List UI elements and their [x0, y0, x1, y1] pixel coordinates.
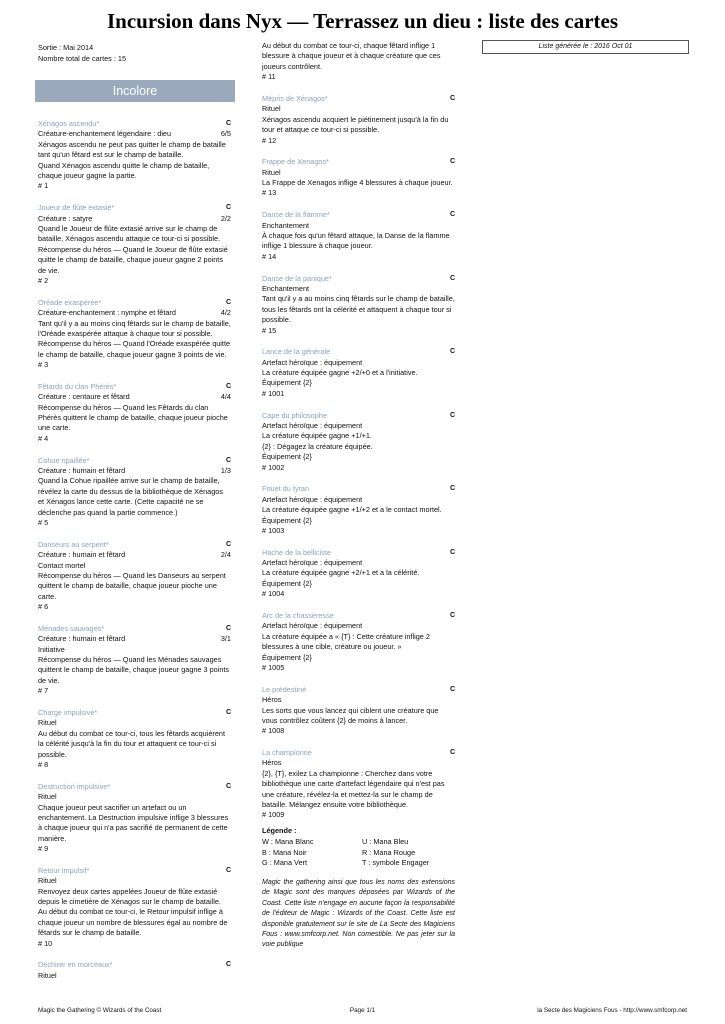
- card-number: # 12: [262, 135, 277, 145]
- card-number: # 1004: [262, 589, 285, 599]
- card-name: La championne: [262, 748, 312, 758]
- card-type: Créature-enchantement : nymphe et fêtard: [38, 308, 176, 318]
- card-number: # 14: [262, 251, 277, 261]
- card-power-toughness: 4/2: [220, 308, 231, 318]
- card-number: # 1005: [262, 662, 285, 672]
- card-rules-text: Xénagos ascendu ne peut pas quitter le champ de bataille tant qu'un fêtard est sur le champ de bataille.: [38, 139, 226, 160]
- card-entry: [262, 274, 455, 336]
- card-name: Cape du philosophe: [262, 410, 327, 420]
- card-rarity: C: [225, 540, 231, 548]
- card-type-line: [262, 695, 455, 705]
- card-number: # 1009: [262, 810, 285, 820]
- card-type-line: [38, 634, 231, 644]
- card-name: Danse de la panique*: [262, 273, 332, 283]
- card-rules-text: Chaque joueur peut sacrifier un artefact ou un enchantement. La Destruction impulsive inflige 3 blessures à chaque joueur qui n'a pas sacrifié de permanent de cette manière.: [38, 802, 229, 843]
- card-name: Destruction impulsive*: [38, 781, 111, 791]
- card-type-line: [38, 876, 231, 886]
- card-type: Rituel: [38, 970, 57, 980]
- card-entry: [38, 960, 231, 981]
- card-name: Le prédestiné: [262, 684, 307, 694]
- card-rarity: C: [449, 274, 455, 282]
- card-rules-text: Les sorts que vous lancez qui ciblent une créature que vous contrôlez coûtent {2} de moins à lancer.: [262, 705, 439, 725]
- card-type: Artefact héroïque : équipement: [262, 494, 363, 504]
- card-type-line: [38, 550, 231, 560]
- card-rules-text: Tant qu'il y a au moins cinq fêtards sur le champ de bataille, tous les fêtards ont la célérité et attaquent à chaque tour si possible.: [262, 294, 455, 325]
- card-name: Oréade exaspérée*: [38, 297, 102, 307]
- card-entry: [262, 685, 455, 737]
- card-rarity: C: [225, 782, 231, 790]
- card-entry: [38, 298, 231, 371]
- card-type-line: [262, 495, 455, 505]
- card-name: Fouet du tyran: [262, 484, 310, 494]
- card-rarity: C: [225, 298, 231, 306]
- card-entry: [262, 41, 455, 83]
- footer-page-number: Page 1/1: [349, 1007, 376, 1014]
- card-type: Héros: [262, 758, 282, 768]
- card-rules-text: Au début du combat ce tour-ci, chaque fêtard inflige 1 blessure à chaque joueur et à chaque créature que ces joueurs contrôlent.: [262, 41, 441, 71]
- card-number: # 11: [262, 72, 276, 82]
- card-rarity: C: [449, 94, 455, 102]
- card-number: # 1: [38, 181, 49, 191]
- footer-site: la Secte des Magiciens Fous - http://www.smfcorp.net: [537, 1007, 687, 1014]
- card-type: Créature : centaure et fêtard: [38, 392, 130, 402]
- card-entry: [38, 382, 231, 444]
- card-type-line: [38, 308, 231, 318]
- card-type: Héros: [262, 695, 282, 705]
- card-rules-text: Xénagos ascendu acquiert le piétinement jusqu'à la fin du tour et attaque ce tour-ci si possible.: [262, 114, 449, 135]
- card-rules-text: Équipement {2}: [262, 378, 312, 388]
- card-entry: [262, 210, 455, 262]
- card-rarity: C: [225, 120, 231, 127]
- card-rules-text: La créature équipée gagne +1/+2 et a le contact mortel.: [262, 505, 442, 515]
- list-meta: [38, 42, 126, 64]
- card-rules-text: Équipement {2}: [262, 452, 312, 462]
- card-type-line: [262, 758, 455, 768]
- card-entry: [38, 456, 231, 529]
- card-power-toughness: 4/4: [220, 392, 231, 402]
- card-rules-text: Tant qu'il y a au moins cinq fêtards sur le champ de bataille, l'Oréade exaspérée attaque à chaque tour si possible.: [38, 318, 231, 338]
- card-type: Créature : humain et fêtard: [38, 634, 126, 644]
- card-rules-text: Au début du combat ce tour-ci, tous les fêtards acquièrent la célérité jusqu'à la fin du tour et attaquent ce tour-ci si possible.: [38, 728, 225, 759]
- legend-item: W : Mana Blanc: [262, 837, 314, 847]
- card-number: # 7: [38, 686, 49, 696]
- card-column-right: [262, 41, 455, 832]
- card-rules-text: Équipement {2}: [262, 578, 312, 588]
- card-entry: [262, 548, 455, 600]
- card-entry: [262, 94, 455, 146]
- card-type-line: [38, 792, 231, 802]
- card-type-line: [38, 718, 231, 728]
- card-number: # 1001: [262, 388, 285, 398]
- card-name: Fêtards du clan Phérès*: [38, 381, 117, 391]
- card-entry: [262, 157, 455, 199]
- card-rules-text: Récompense du héros — Quand les Ménades sauvages quittent le champ de bataille, chaque joueur gagne 3 points de vie.: [38, 655, 230, 685]
- card-name: Cohue ripaillée*: [38, 455, 90, 465]
- card-rarity: C: [449, 548, 455, 556]
- card-name: Danseurs au serpent*: [38, 539, 109, 549]
- card-name: Hache de la belliciste: [262, 547, 331, 557]
- generated-date: Liste générée le : 2016 Oct 01: [482, 40, 689, 54]
- card-type: Rituel: [38, 876, 57, 886]
- card-number: # 1008: [262, 726, 285, 736]
- card-rules-text: Initiative: [38, 644, 65, 654]
- card-type: Rituel: [262, 167, 281, 177]
- card-rules-text: La créature équipée gagne +2/+0 et a l'initiative.: [262, 368, 418, 378]
- card-rarity: C: [225, 961, 231, 969]
- legend-item: B : Mana Noir: [262, 847, 307, 857]
- card-type-line: [38, 129, 231, 139]
- card-name: Xénagos ascendu*: [38, 119, 100, 128]
- card-power-toughness: 2/4: [220, 550, 231, 560]
- card-entry: [262, 748, 455, 821]
- card-name: Ménades sauvages*: [38, 623, 105, 633]
- card-entry: [262, 611, 455, 673]
- card-number: # 6: [38, 602, 49, 612]
- card-rarity: C: [449, 348, 455, 356]
- card-rarity: C: [449, 485, 455, 493]
- legend-item: T : symbole Engager: [362, 858, 430, 868]
- card-name: Déchirer en morceaux*: [38, 960, 113, 970]
- card-rules-text: La Frappe de Xenagos inflige 4 blessures à chaque joueur.: [262, 178, 453, 188]
- card-number: # 1002: [262, 462, 285, 472]
- card-rules-text: Quand Xénagos ascendu quitte le champ de bataille, chaque joueur gagne la partie.: [38, 160, 210, 181]
- card-rules-text: {2} : Dégagez la créature équipée.: [262, 441, 373, 451]
- card-entry: [38, 866, 231, 949]
- card-rules-text: La créature équipée gagne +1/+1.: [262, 431, 372, 441]
- card-type: Créature : humain et fêtard: [38, 465, 126, 475]
- card-rules-text: À chaque fois qu'un fêtard attaque, la Danse de la flamme inflige 1 blessure à chaque joueur.: [262, 230, 450, 251]
- card-entry: [38, 782, 231, 855]
- card-number: # 13: [262, 188, 277, 198]
- legend-item: U : Mana Bleu: [362, 837, 409, 847]
- card-type: Créature : humain et fêtard: [38, 550, 126, 560]
- card-rules-text: Récompense du héros — Quand le Joueur de flûte extasié quitte le champ de bataille, chaque joueur gagne 2 points de vie.: [38, 244, 228, 275]
- card-rarity: C: [225, 382, 231, 390]
- card-rarity: C: [449, 211, 455, 219]
- card-name: Charge impulsive*: [38, 707, 98, 717]
- card-name: Joueur de flûte extasié*: [38, 203, 115, 213]
- card-rules-text: La créature équipée a « {T} : Cette créature inflige 2 blessures à une cible, créature ou joueur. »: [262, 631, 430, 652]
- card-rules-text: Équipement {2}: [262, 652, 312, 662]
- card-type: Rituel: [38, 718, 57, 728]
- card-type-line: [262, 358, 455, 368]
- card-rules-text: Récompense du héros — Quand les Fêtards du clan Phérès quittent le champ de bataille, chaque joueur pioche une carte.: [38, 402, 228, 433]
- card-type: Artefact héroïque : équipement: [262, 357, 363, 367]
- card-rarity: C: [449, 611, 455, 619]
- card-number: # 3: [38, 360, 49, 370]
- card-rarity: C: [449, 685, 455, 693]
- card-power-toughness: 6/5: [220, 129, 231, 139]
- card-type-line: [38, 971, 231, 981]
- card-rarity: C: [225, 708, 231, 716]
- page-title: Incursion dans Nyx — Terrassez un dieu : liste des cartes: [106, 9, 619, 33]
- card-rules-text: Renvoyez deux cartes appelées Joueur de flûte extasié depuis le cimetière de Xénagos sur le champ de bataille.: [38, 886, 221, 907]
- card-type: Créature : satyre: [38, 213, 93, 223]
- card-name: Retour impulsif*: [38, 865, 90, 875]
- card-type: Artefact héroïque : équipement: [262, 558, 363, 568]
- card-rules-text: Récompense du héros — Quand les Danseurs au serpent quittent le champ de bataille, chaque joueur pioche une carte.: [38, 570, 226, 601]
- card-type-line: [262, 621, 455, 631]
- legend-item: R : Mana Rouge: [362, 847, 416, 857]
- card-entry: [38, 119, 231, 192]
- card-rarity: C: [449, 411, 455, 419]
- card-type: Artefact héroïque : équipement: [262, 420, 363, 430]
- card-rarity: C: [225, 204, 231, 212]
- card-rarity: C: [225, 624, 231, 632]
- card-entry: [38, 540, 231, 613]
- card-number: # 9: [38, 844, 49, 854]
- card-type-line: [262, 104, 455, 114]
- card-number: # 8: [38, 760, 49, 770]
- card-rarity: C: [225, 866, 231, 874]
- card-number: # 2: [38, 275, 49, 285]
- card-rules-text: Équipement {2}: [262, 515, 312, 525]
- card-rules-text: Au début du combat ce tour-ci, le Retour impulsif inflige à chaque joueur un nombre de blessures égal au nombre de fêtards sur le champ de bataille.: [38, 907, 228, 938]
- card-type: Créature-enchantement légendaire : dieu: [38, 129, 172, 139]
- card-type: Artefact héroïque : équipement: [262, 621, 363, 631]
- card-type-line: [262, 221, 455, 231]
- card-count: Nombre total de cartes : 15: [38, 54, 127, 63]
- card-entry: [38, 624, 231, 697]
- card-type-line: [38, 214, 231, 224]
- card-power-toughness: 3/1: [220, 634, 231, 644]
- card-number: # 1003: [262, 525, 285, 535]
- card-type: Rituel: [38, 792, 57, 802]
- card-rules-text: La créature équipée gagne +2/+1 et a la célérité.: [262, 568, 420, 578]
- card-rarity: C: [449, 158, 455, 166]
- card-rules-text: Quand la Cohue ripaillée arrive sur le champ de bataille, révélez la carte du dessus de la bibliothèque de Xénagos et Xénagos lance cette carte. (Cette capacité ne se déclenche pas quand la partie commence.): [38, 476, 223, 517]
- card-rarity: C: [225, 456, 231, 464]
- card-column-left: [38, 119, 231, 993]
- section-header: Incolore: [35, 80, 235, 102]
- card-number: # 4: [38, 433, 49, 443]
- card-number: # 10: [38, 938, 53, 948]
- card-type: Rituel: [262, 104, 281, 114]
- disclaimer: Magic the gathering ainsi que tous les noms des extensions de Magic sont des marques déposées par Wizards of the Coast. Cette liste n'engage en aucune façon la responsabilité de l'éditeur de Magic : Wizards of the Coast. Cette liste est disponible gratuitement sur le site de La Secte des Magiciens Fous : www.smfcorp.net. Non comestible. Ne pas jeter sur la voie publique: [262, 879, 455, 949]
- footer-copyright: Magic the Gathering © Wizards of the Coast: [38, 1007, 162, 1014]
- card-type-line: [262, 284, 455, 294]
- card-entry: [262, 411, 455, 473]
- card-number: # 5: [38, 518, 49, 527]
- card-rules-text: Contact mortel: [38, 560, 86, 570]
- card-name: Lance de la générale: [262, 347, 331, 357]
- card-power-toughness: 1/3: [220, 465, 231, 475]
- card-entry: [262, 347, 455, 399]
- card-number: # 15: [262, 325, 277, 335]
- card-entry: [262, 484, 455, 536]
- card-entry: [38, 203, 231, 286]
- card-rules-text: Quand le Joueur de flûte extasié arrive sur le champ de bataille, Xénagos ascendu attaque ce tour-ci si possible.: [38, 223, 221, 244]
- card-name: Danse de la flamme*: [262, 210, 330, 220]
- card-name: Arc de la chasseresse: [262, 610, 334, 620]
- legend-title: Légende :: [262, 826, 297, 835]
- card-rules-text: Récompense du héros — Quand l'Oréade exaspérée quitte le champ de bataille, chaque joueur gagne 3 points de vie.: [38, 339, 231, 359]
- legend-grid: [262, 837, 455, 868]
- card-name: Mépris de Xénagos*: [262, 93, 328, 103]
- card-type: Enchantement: [262, 283, 310, 293]
- card-type-line: [262, 421, 455, 431]
- legend: [262, 826, 455, 869]
- card-type-line: [262, 168, 455, 178]
- card-type: Enchantement: [262, 220, 310, 230]
- card-type-line: [38, 466, 231, 476]
- legend-item: G : Mana Vert: [262, 858, 308, 868]
- card-name: Frappe de Xenagos*: [262, 157, 329, 167]
- card-rarity: C: [449, 749, 455, 757]
- card-rules-text: {2}, {T}, exilez La championne : Cherchez dans votre bibliothèque une carte d'artefact légendaire qui n'est pas une créature, révélez-la et mettez-la sur le champ de bataille. Mélangez ensuite votre bibliothèque.: [262, 768, 445, 810]
- card-type-line: [262, 558, 455, 568]
- card-type-line: [38, 392, 231, 402]
- release-date: Sortie : Mai 2014: [38, 43, 94, 52]
- card-power-toughness: 2/2: [220, 213, 231, 223]
- card-entry: [38, 708, 231, 770]
